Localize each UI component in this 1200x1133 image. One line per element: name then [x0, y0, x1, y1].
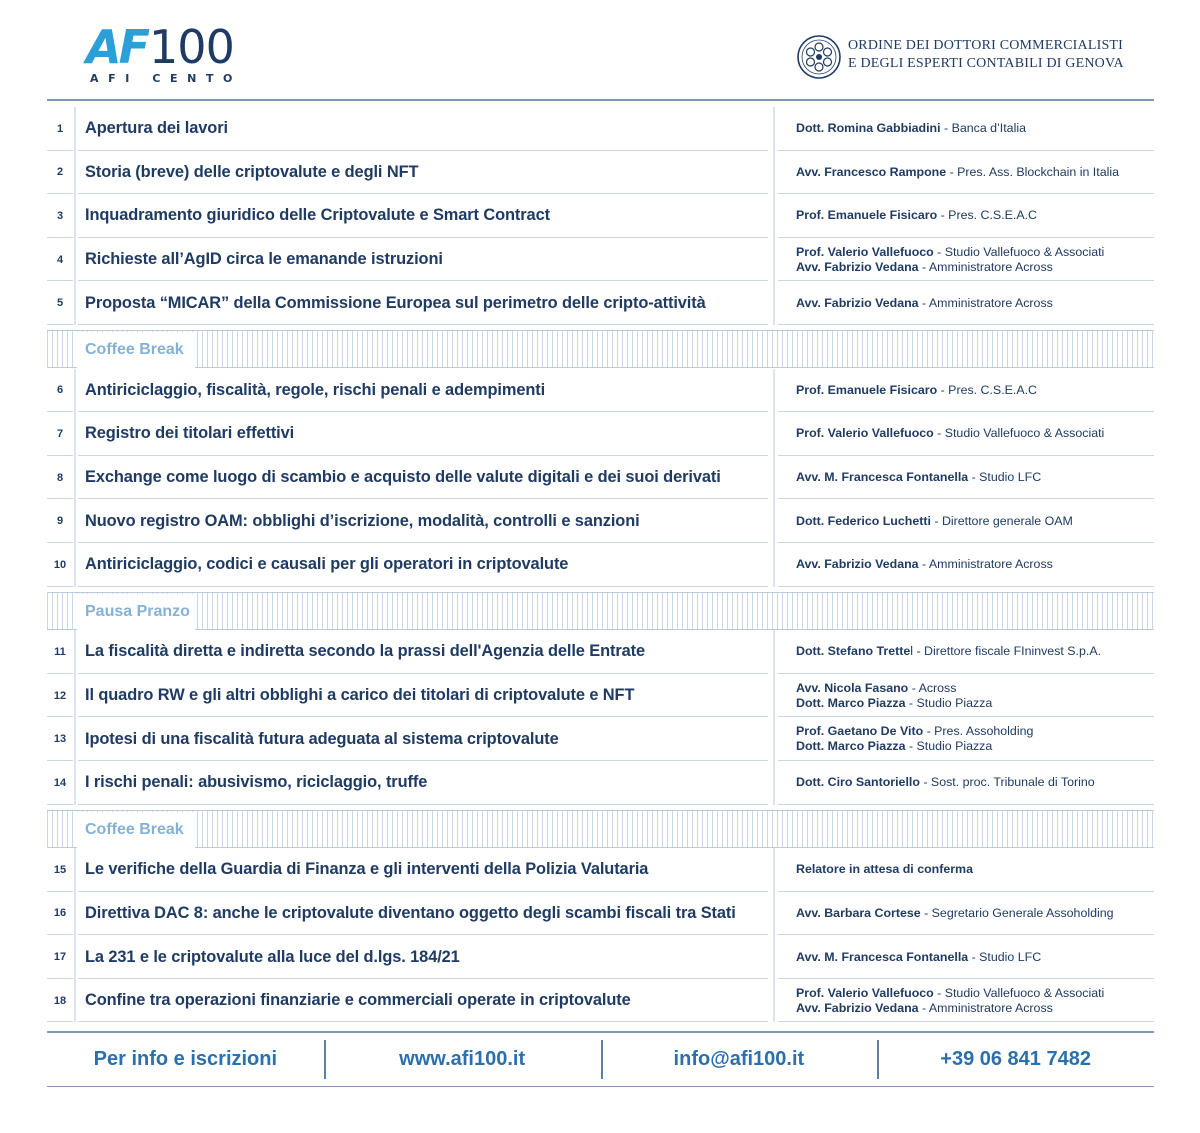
column-separator	[773, 412, 775, 456]
break-stripes	[47, 592, 1154, 630]
number-separator	[74, 630, 76, 674]
afi-cento-logo	[86, 22, 246, 88]
number-separator	[74, 674, 76, 718]
column-separator	[773, 194, 775, 238]
speaker-affiliation: - Across	[908, 680, 957, 695]
speaker-line	[796, 862, 1154, 877]
column-separator	[773, 238, 775, 282]
column-separator	[773, 717, 775, 761]
logo-subtitle: AFI CENTO	[90, 72, 242, 85]
column-separator	[773, 935, 775, 979]
speaker-line	[796, 165, 1154, 180]
break-label: Coffee Break	[77, 812, 195, 848]
speaker-cell	[778, 369, 1154, 413]
agenda-row	[47, 456, 1154, 500]
number-separator	[74, 281, 76, 325]
agenda-row	[47, 412, 1154, 456]
agenda-row	[47, 369, 1154, 413]
speaker-cell	[778, 151, 1154, 195]
agenda-row	[47, 761, 1154, 805]
number-separator	[74, 979, 76, 1023]
speaker-affiliation: - Amministratore Across	[918, 557, 1053, 572]
session-topic: Antiriciclaggio, fiscalità, regole, rischi penali e adempimenti	[78, 369, 768, 413]
session-topic: Ipotesi di una fiscalità futura adeguata al sistema criptovalute	[78, 717, 768, 761]
number-separator	[74, 761, 76, 805]
speaker-line	[796, 470, 1154, 485]
speaker-cell	[778, 630, 1154, 674]
session-topic: Antiriciclaggio, codici e causali per gli operatori in criptovalute	[78, 543, 768, 587]
speaker-affiliation: - Studio Vallefuoco & Associati	[933, 426, 1105, 441]
odcec-genova-logo	[796, 34, 1136, 80]
session-topic: La fiscalità diretta e indiretta secondo la prassi dell'Agenzia delle Entrate	[78, 630, 768, 674]
speaker-cell	[778, 412, 1154, 456]
speaker-cell	[778, 543, 1154, 587]
session-topic: I rischi penali: abusivismo, riciclaggio, truffe	[78, 761, 768, 805]
session-number: 18	[47, 979, 73, 1023]
session-number: 16	[47, 892, 73, 936]
agenda-row	[47, 935, 1154, 979]
session-number: 10	[47, 543, 73, 587]
speaker-name: Avv. Nicola Fasano	[796, 680, 909, 695]
session-number: 4	[47, 238, 73, 282]
number-separator	[74, 456, 76, 500]
session-topic: Direttiva DAC 8: anche le criptovalute diventano oggetto degli scambi fiscali tra Stati	[78, 892, 768, 936]
speaker-cell	[778, 107, 1154, 151]
session-number: 1	[47, 107, 73, 151]
speaker-cell	[778, 499, 1154, 543]
speaker-affiliation: - Pres. C.S.E.A.C	[937, 382, 1038, 397]
session-number: 7	[47, 412, 73, 456]
break-band	[47, 587, 1154, 631]
speaker-line	[796, 696, 1154, 711]
column-separator	[773, 151, 775, 195]
break-band	[47, 325, 1154, 369]
top-divider	[47, 99, 1154, 101]
break-label: Pausa Pranzo	[77, 594, 195, 630]
speaker-cell	[778, 674, 1154, 718]
number-separator	[74, 543, 76, 587]
number-separator	[74, 892, 76, 936]
speaker-cell	[778, 281, 1154, 325]
speaker-name: Avv. M. Francesca Fontanella	[796, 949, 969, 964]
agenda-row	[47, 630, 1154, 674]
agenda-row	[47, 892, 1154, 936]
page-header	[0, 0, 1200, 100]
agenda-row	[47, 151, 1154, 195]
session-number: 6	[47, 369, 73, 413]
agenda-row	[47, 107, 1154, 151]
session-number: 17	[47, 935, 73, 979]
session-number: 8	[47, 456, 73, 500]
speaker-line	[796, 644, 1154, 659]
session-number: 2	[47, 151, 73, 195]
speaker-line	[796, 906, 1154, 921]
session-number: 9	[47, 499, 73, 543]
column-separator	[773, 107, 775, 151]
session-topic: Exchange come luogo di scambio e acquisto delle valute digitali e dei suoi derivati	[78, 456, 768, 500]
speaker-name: Dott. Stefano Trette	[796, 644, 911, 659]
speaker-affiliation: - Amministratore Across	[918, 1000, 1053, 1015]
speaker-cell	[778, 761, 1154, 805]
session-topic: Inquadramento giuridico delle Criptovalute e Smart Contract	[78, 194, 768, 238]
speaker-affiliation: - Pres. Assoholding	[923, 724, 1034, 739]
agenda-row	[47, 979, 1154, 1023]
speaker-cell	[778, 979, 1154, 1023]
number-separator	[74, 194, 76, 238]
speaker-line	[796, 208, 1154, 223]
column-separator	[773, 848, 775, 892]
speaker-line	[796, 245, 1154, 260]
speaker-name: Avv. Fabrizio Vedana	[796, 557, 919, 572]
speaker-name: Dott. Federico Luchetti	[796, 513, 931, 528]
number-separator	[74, 935, 76, 979]
session-topic: Il quadro RW e gli altri obblighi a carico dei titolari di criptovalute e NFT	[78, 674, 768, 718]
session-number: 11	[47, 630, 73, 674]
speaker-cell	[778, 717, 1154, 761]
speaker-line	[796, 775, 1154, 790]
column-separator	[773, 369, 775, 413]
contact-footer	[47, 1031, 1154, 1087]
speaker-name: Prof. Valerio Vallefuoco	[796, 426, 934, 441]
session-topic: Registro dei titolari effettivi	[78, 412, 768, 456]
session-topic: Apertura dei lavori	[78, 107, 768, 151]
odcec-name	[848, 37, 1124, 73]
speaker-name: Avv. Fabrizio Vedana	[796, 295, 919, 310]
column-separator	[773, 892, 775, 936]
number-separator	[74, 717, 76, 761]
agenda-row	[47, 543, 1154, 587]
speaker-name: Avv. Fabrizio Vedana	[796, 259, 919, 274]
speaker-line	[796, 260, 1154, 275]
agenda-row	[47, 238, 1154, 282]
speaker-affiliation: - Pres. C.S.E.A.C	[937, 208, 1038, 223]
speaker-affiliation: - Segretario Generale Assoholding	[920, 905, 1114, 920]
speaker-name: Dott. Ciro Santoriello	[796, 775, 920, 790]
odcec-name-line1: ORDINE DEI DOTTORI COMMERCIALISTI	[848, 38, 1124, 53]
speaker-affiliation: - Sost. proc. Tribunale di Torino	[919, 775, 1095, 790]
agenda-row	[47, 674, 1154, 718]
odcec-name-line2: E DEGLI ESPERTI CONTABILI DI GENOVA	[848, 56, 1124, 71]
speaker-line	[796, 296, 1154, 311]
speaker-name: Dott. Romina Gabbiadini	[796, 121, 941, 136]
session-topic: Le verifiche della Guardia di Finanza e gli interventi della Polizia Valutaria	[78, 848, 768, 892]
agenda-table	[47, 107, 1154, 1022]
agenda-row	[47, 281, 1154, 325]
speaker-name: Prof. Valerio Vallefuoco	[796, 244, 934, 259]
logo-number-text: 100	[149, 20, 234, 74]
session-number: 12	[47, 674, 73, 718]
session-number: 14	[47, 761, 73, 805]
speaker-affiliation: l - Direttore fiscale FIninvest S.p.A.	[910, 644, 1102, 659]
session-number: 5	[47, 281, 73, 325]
number-separator	[74, 107, 76, 151]
column-separator	[773, 456, 775, 500]
speaker-affiliation: - Studio LFC	[968, 949, 1042, 964]
speaker-name: Dott. Marco Piazza	[796, 695, 906, 710]
session-topic: La 231 e le criptovalute alla luce del d.lgs. 184/21	[78, 935, 768, 979]
speaker-name: Relatore in attesa di conferma	[796, 862, 973, 877]
odcec-seal-icon	[796, 34, 842, 80]
column-separator	[773, 630, 775, 674]
speaker-line	[796, 121, 1154, 136]
info-label: Per info e iscrizioni	[93, 1048, 278, 1070]
speaker-line	[796, 426, 1154, 441]
website-link[interactable]: www.afi100.it	[324, 1033, 601, 1086]
speaker-affiliation: - Banca d’Italia	[940, 121, 1026, 136]
speaker-cell	[778, 238, 1154, 282]
speaker-name: Prof. Gaetano De Vito	[796, 724, 924, 739]
speaker-affiliation: - Studio LFC	[968, 470, 1042, 485]
column-separator	[773, 499, 775, 543]
session-topic: Nuovo registro OAM: obblighi d’iscrizione, modalità, controlli e sanzioni	[78, 499, 768, 543]
number-separator	[74, 499, 76, 543]
speaker-name: Avv. Francesco Rampone	[796, 164, 947, 179]
speaker-affiliation: - Studio Vallefuoco & Associati	[933, 244, 1105, 259]
speaker-line	[796, 739, 1154, 754]
speaker-line	[796, 681, 1154, 696]
break-label: Coffee Break	[77, 332, 195, 368]
speaker-line	[796, 514, 1154, 529]
column-separator	[773, 281, 775, 325]
speaker-cell	[778, 892, 1154, 936]
column-separator	[773, 543, 775, 587]
speaker-name: Prof. Emanuele Fisicaro	[796, 382, 938, 397]
speaker-name: Prof. Emanuele Fisicaro	[796, 208, 938, 223]
speaker-cell	[778, 935, 1154, 979]
speaker-cell	[778, 194, 1154, 238]
session-number: 13	[47, 717, 73, 761]
speaker-name: Avv. Barbara Cortese	[796, 905, 921, 920]
break-stripes	[47, 330, 1154, 368]
speaker-line	[796, 986, 1154, 1001]
speaker-affiliation: - Studio Piazza	[905, 695, 993, 710]
number-separator	[74, 848, 76, 892]
speaker-name: Avv. Fabrizio Vedana	[796, 1000, 919, 1015]
agenda-row	[47, 848, 1154, 892]
speaker-line	[796, 950, 1154, 965]
speaker-affiliation: - Direttore generale OAM	[930, 513, 1073, 528]
speaker-affiliation: - Amministratore Across	[918, 295, 1053, 310]
number-separator	[74, 412, 76, 456]
speaker-affiliation: - Studio Piazza	[905, 739, 993, 754]
speaker-affiliation: - Studio Vallefuoco & Associati	[933, 985, 1105, 1000]
speaker-line	[796, 1001, 1154, 1016]
session-number: 3	[47, 194, 73, 238]
agenda-row	[47, 717, 1154, 761]
column-separator	[773, 761, 775, 805]
agenda-row	[47, 499, 1154, 543]
speaker-line	[796, 383, 1154, 398]
email-link[interactable]: info@afi100.it	[601, 1033, 878, 1086]
column-separator	[773, 674, 775, 718]
speaker-line	[796, 724, 1154, 739]
number-separator	[74, 369, 76, 413]
session-topic: Confine tra operazioni finanziarie e commerciali operate in criptovalute	[78, 979, 768, 1023]
speaker-cell	[778, 848, 1154, 892]
column-separator	[773, 979, 775, 1023]
speaker-line	[796, 557, 1154, 572]
number-separator	[74, 151, 76, 195]
logo-mark	[86, 20, 234, 74]
logo-af-text: AF	[86, 20, 148, 74]
number-separator	[74, 238, 76, 282]
agenda-row	[47, 194, 1154, 238]
speaker-name: Dott. Marco Piazza	[796, 739, 906, 754]
speaker-name: Avv. M. Francesca Fontanella	[796, 470, 969, 485]
phone-link[interactable]: +39 06 841 7482	[877, 1033, 1154, 1086]
session-topic: Proposta “MICAR” della Commissione Europea sul perimetro delle cripto-attività	[78, 281, 768, 325]
session-topic: Richieste all’AgID circa le emanande istruzioni	[78, 238, 768, 282]
speaker-affiliation: - Amministratore Across	[918, 259, 1053, 274]
session-number: 15	[47, 848, 73, 892]
break-stripes	[47, 810, 1154, 848]
speaker-affiliation: - Pres. Ass. Blockchain in Italia	[946, 164, 1119, 179]
break-band	[47, 805, 1154, 849]
speaker-cell	[778, 456, 1154, 500]
speaker-name: Prof. Valerio Vallefuoco	[796, 985, 934, 1000]
session-topic: Storia (breve) delle criptovalute e degli NFT	[78, 151, 768, 195]
